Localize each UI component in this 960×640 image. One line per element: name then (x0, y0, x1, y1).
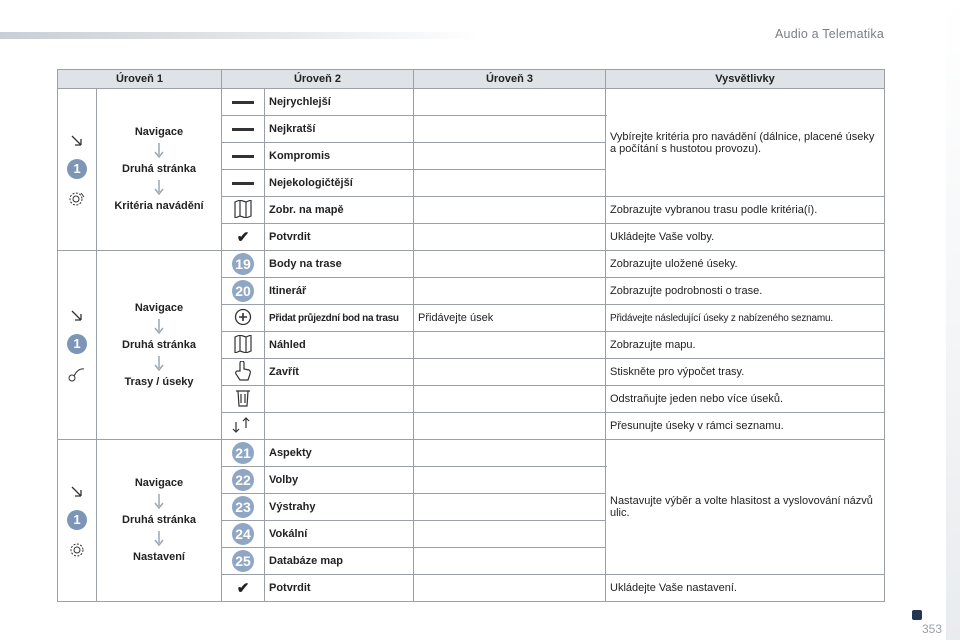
step-badge: 25 (232, 550, 254, 572)
down-arrow-icon (153, 143, 165, 159)
level2-label (265, 386, 414, 413)
level2-label: Vokální (265, 521, 414, 548)
row-description: Ukládejte Vaše volby. (606, 224, 885, 251)
dash-icon (222, 143, 265, 170)
down-arrow-icon (153, 356, 165, 372)
level2-label: Aspekty (265, 440, 414, 467)
nav-level-navigation: Navigace (134, 126, 184, 138)
step-badge: 19 (232, 253, 254, 275)
row-description: Přesunujte úseky v rámci seznamu. (606, 413, 885, 440)
header-legend: Vysvětlivky (606, 70, 885, 89)
level2-label: Potvrdit (265, 575, 414, 602)
table-row (58, 89, 885, 116)
down-arrow-icon (153, 494, 165, 510)
row-description: Stiskněte pro výpočet trasy. (606, 359, 885, 386)
group2-nav-cell (97, 251, 222, 440)
level2-label: Výstrahy (265, 494, 414, 521)
group2-level1-cell (58, 251, 97, 440)
section-title: Audio a Telematika (775, 27, 884, 41)
navigation-arrow-icon (69, 484, 85, 498)
dash-icon (222, 116, 265, 143)
level2-label: Přidat průjezdní bod na trasu (269, 313, 399, 324)
level-badge: 1 (67, 510, 87, 530)
row-description: Zobrazujte podrobnosti o trase. (606, 278, 885, 305)
level2-label: Body na trase (265, 251, 414, 278)
step-badge: 20 (232, 280, 254, 302)
step-badge: 21 (232, 442, 254, 464)
add-icon (234, 308, 252, 326)
level2-label: Zobr. na mapě (265, 197, 414, 224)
navigation-arrow-icon (69, 308, 85, 322)
trash-icon (235, 389, 251, 407)
level-badge: 1 (67, 334, 87, 354)
nav-level-second-page: Druhá stránka (122, 514, 196, 526)
level2-label (265, 413, 414, 440)
row-description: Přidávejte následující úseky z nabízeného seznamu. (610, 313, 833, 324)
level2-label: Potvrdit (265, 224, 414, 251)
nav-level-second-page: Druhá stránka (122, 163, 196, 175)
map-icon (233, 335, 253, 353)
row-description: Zobrazujte uložené úseky. (606, 251, 885, 278)
top-accent-bar (0, 32, 480, 39)
down-arrow-icon (153, 319, 165, 335)
dash-icon (222, 170, 265, 197)
route-icon (68, 366, 86, 382)
header-level3: Úroveň 3 (414, 70, 606, 89)
dash-icon (222, 89, 265, 116)
group3-level1-cell (58, 440, 97, 602)
settings-description: Nastavujte výběr a volte hlasitost a vyslovování názvů ulic. (606, 440, 885, 575)
nav-level-criteria: Kritéria navádění (114, 200, 204, 212)
level2-label: Nejekologičtější (265, 170, 414, 197)
nav-level-routes: Trasy / úseky (124, 375, 194, 388)
level2-label: Databáze map (265, 548, 414, 575)
table-header-row (58, 70, 885, 89)
level2-label: Volby (265, 467, 414, 494)
level2-label: Kompromis (265, 143, 414, 170)
step-badge: 23 (232, 496, 254, 518)
header-level1: Úroveň 1 (58, 70, 222, 89)
header-level2: Úroveň 2 (222, 70, 414, 89)
check-icon: ✔ (236, 580, 250, 597)
check-icon: ✔ (236, 229, 250, 246)
hand-icon (234, 361, 252, 381)
nav-level-second-page: Druhá stránka (122, 338, 196, 351)
nav-level-settings: Nastavení (133, 551, 185, 563)
group1-level1-cell (58, 89, 97, 251)
level2-label: Itinerář (265, 278, 414, 305)
down-arrow-icon (153, 531, 165, 547)
row-description: Ukládejte Vaše nastavení. (606, 575, 885, 602)
level2-label: Náhled (265, 332, 414, 359)
group3-nav-cell (97, 440, 222, 602)
step-badge: 22 (232, 469, 254, 491)
settings-table (57, 69, 885, 602)
row-description: Zobrazujte mapu. (606, 332, 885, 359)
settings-gear-icon (68, 191, 86, 207)
step-badge: 24 (232, 523, 254, 545)
right-edge-bar (946, 0, 960, 640)
level2-label: Zavřít (265, 359, 414, 386)
level2-label: Nejrychlejší (265, 89, 414, 116)
level-badge: 1 (67, 159, 87, 179)
group1-nav-cell (97, 89, 222, 251)
row-description: Zobrazujte vybranou trasu podle kritéria(í). (606, 197, 885, 224)
page-corner-marker (912, 610, 922, 620)
down-arrow-icon (153, 180, 165, 196)
settings-gear-icon (68, 542, 86, 558)
page-number: 353 (921, 622, 942, 636)
nav-level-navigation: Navigace (134, 301, 184, 314)
level3-label: Přidávejte úsek (414, 305, 606, 332)
table-row (58, 251, 885, 278)
table-row (58, 440, 885, 467)
nav-level-navigation: Navigace (134, 477, 184, 489)
criteria-description: Vybírejte kritéria pro navádění (dálnice, placené úseky a počítání s hustotou provozu). (606, 89, 885, 197)
row-description: Odstraňujte jeden nebo více úseků. (606, 386, 885, 413)
level2-label: Nejkratší (265, 116, 414, 143)
map-icon (233, 200, 253, 218)
move-icon (232, 416, 254, 434)
navigation-arrow-icon (69, 133, 85, 147)
